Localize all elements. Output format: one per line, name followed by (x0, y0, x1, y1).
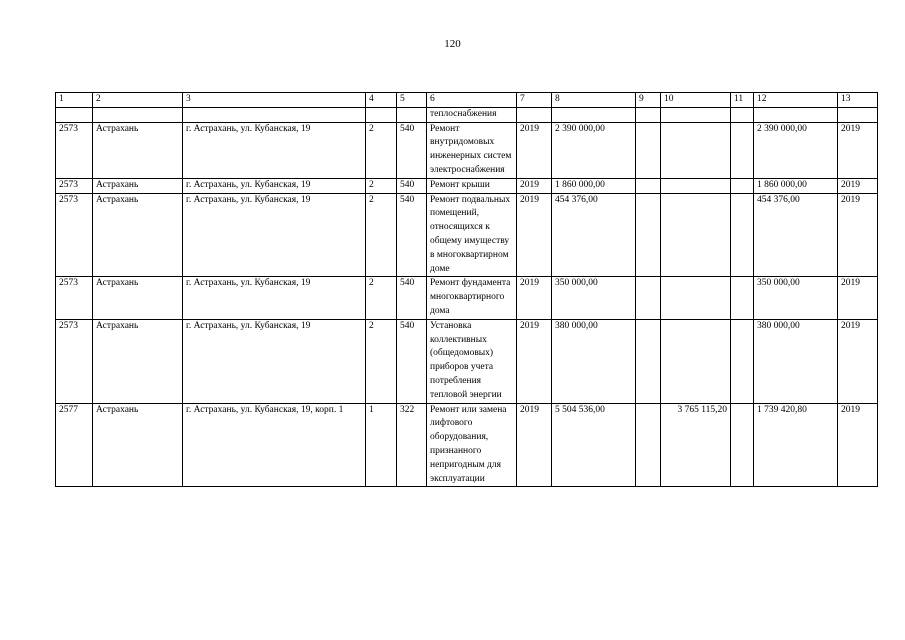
cell-col-4: 1 (366, 403, 397, 487)
table-row (56, 122, 878, 178)
cell-col-11 (731, 277, 754, 319)
header-cell: 9 (636, 93, 661, 108)
cell-col-4: 2 (366, 277, 397, 319)
cell-col-11 (731, 178, 754, 193)
cell-record-id: 2577 (56, 403, 93, 487)
cell-city: Астрахань (93, 319, 183, 403)
cell-col-4: 2 (366, 193, 397, 277)
cell-record-id: 2573 (56, 277, 93, 319)
cell-completion-year: 2019 (838, 178, 878, 193)
cell-city: Астрахань (93, 277, 183, 319)
cell-record-id: 2573 (56, 193, 93, 277)
cell-address: г. Астрахань, ул. Кубанская, 19 (183, 122, 366, 178)
cell-col-10: 3 765 115,20 (661, 403, 731, 487)
header-cell: 12 (754, 93, 838, 108)
cell-record-id: 2573 (56, 319, 93, 403)
cell-col-10 (661, 319, 731, 403)
table-row (56, 178, 878, 193)
table-row (56, 403, 878, 487)
cell-address (183, 107, 366, 122)
cell-cost-total: 1 860 000,00 (552, 178, 636, 193)
cell-col-4: 2 (366, 319, 397, 403)
cell-col-9 (636, 319, 661, 403)
cell-work-type: Ремонт крыши (427, 178, 517, 193)
cell-city: Астрахань (93, 122, 183, 178)
cell-work-type: Ремонт подвальных помещений, относящихся к общему имуществу в многоквартирном доме (427, 193, 517, 277)
cell-work-type: Ремонт фундамента многоквартирного дома (427, 277, 517, 319)
cell-col-10 (661, 107, 731, 122)
cell-year: 2019 (517, 178, 552, 193)
table-row (56, 193, 878, 277)
cell-col-5: 322 (397, 403, 427, 487)
cell-col-9 (636, 122, 661, 178)
cell-year: 2019 (517, 122, 552, 178)
header-cell: 2 (93, 93, 183, 108)
cell-work-type: Ремонт или замена лифтового оборудования, признанного непригодным для эксплуатации (427, 403, 517, 487)
cell-city: Астрахань (93, 193, 183, 277)
cell-col-12: 454 376,00 (754, 193, 838, 277)
cell-col-9 (636, 403, 661, 487)
header-cell: 8 (552, 93, 636, 108)
cell-completion-year: 2019 (838, 122, 878, 178)
cell-col-9 (636, 193, 661, 277)
cell-col-9 (636, 277, 661, 319)
table-row (56, 107, 878, 122)
header-cell: 5 (397, 93, 427, 108)
cell-cost-total: 5 504 536,00 (552, 403, 636, 487)
cell-col-4 (366, 107, 397, 122)
cell-completion-year: 2019 (838, 193, 878, 277)
cell-year: 2019 (517, 277, 552, 319)
cell-address: г. Астрахань, ул. Кубанская, 19 (183, 193, 366, 277)
cell-city: Астрахань (93, 403, 183, 487)
data-table (55, 92, 878, 487)
cell-col-10 (661, 277, 731, 319)
cell-col-9 (636, 178, 661, 193)
cell-col-10 (661, 122, 731, 178)
cell-record-id (56, 107, 93, 122)
cell-col-5 (397, 107, 427, 122)
cell-col-11 (731, 403, 754, 487)
cell-col-5: 540 (397, 178, 427, 193)
cell-year: 2019 (517, 193, 552, 277)
header-cell: 10 (661, 93, 731, 108)
header-cell: 3 (183, 93, 366, 108)
header-cell: 13 (838, 93, 878, 108)
cell-completion-year: 2019 (838, 277, 878, 319)
cell-work-type: теплоснабжения (427, 107, 517, 122)
table-header-row (56, 93, 878, 108)
table-row (56, 319, 878, 403)
cell-year (517, 107, 552, 122)
cell-col-11 (731, 319, 754, 403)
cell-col-5: 540 (397, 277, 427, 319)
cell-col-12: 2 390 000,00 (754, 122, 838, 178)
cell-col-5: 540 (397, 193, 427, 277)
header-cell: 1 (56, 93, 93, 108)
cell-cost-total (552, 107, 636, 122)
cell-col-10 (661, 178, 731, 193)
cell-record-id: 2573 (56, 178, 93, 193)
page-number: 120 (444, 38, 461, 50)
cell-city: Астрахань (93, 178, 183, 193)
cell-completion-year: 2019 (838, 319, 878, 403)
cell-cost-total: 454 376,00 (552, 193, 636, 277)
cell-col-9 (636, 107, 661, 122)
header-cell: 11 (731, 93, 754, 108)
header-cell: 4 (366, 93, 397, 108)
cell-col-11 (731, 122, 754, 178)
cell-col-4: 2 (366, 178, 397, 193)
cell-col-12: 380 000,00 (754, 319, 838, 403)
cell-cost-total: 380 000,00 (552, 319, 636, 403)
cell-year: 2019 (517, 403, 552, 487)
cell-col-12: 350 000,00 (754, 277, 838, 319)
cell-work-type: Ремонт внутридомовых инженерных систем электроснабжения (427, 122, 517, 178)
cell-address: г. Астрахань, ул. Кубанская, 19 (183, 319, 366, 403)
header-cell: 6 (427, 93, 517, 108)
cell-cost-total: 350 000,00 (552, 277, 636, 319)
cell-completion-year: 2019 (838, 403, 878, 487)
cell-record-id: 2573 (56, 122, 93, 178)
cell-col-12: 1 860 000,00 (754, 178, 838, 193)
cell-address: г. Астрахань, ул. Кубанская, 19 (183, 277, 366, 319)
cell-address: г. Астрахань, ул. Кубанская, 19 (183, 178, 366, 193)
cell-col-12: 1 739 420,80 (754, 403, 838, 487)
table-row (56, 277, 878, 319)
cell-col-5: 540 (397, 319, 427, 403)
cell-col-10 (661, 193, 731, 277)
cell-address: г. Астрахань, ул. Кубанская, 19, корп. 1 (183, 403, 366, 487)
cell-col-5: 540 (397, 122, 427, 178)
cell-year: 2019 (517, 319, 552, 403)
cell-cost-total: 2 390 000,00 (552, 122, 636, 178)
cell-col-4: 2 (366, 122, 397, 178)
header-cell: 7 (517, 93, 552, 108)
cell-col-11 (731, 193, 754, 277)
cell-work-type: Установка коллективных (общедомовых) приборов учета потребления тепловой энергии (427, 319, 517, 403)
cell-col-11 (731, 107, 754, 122)
cell-col-12 (754, 107, 838, 122)
cell-completion-year (838, 107, 878, 122)
cell-city (93, 107, 183, 122)
